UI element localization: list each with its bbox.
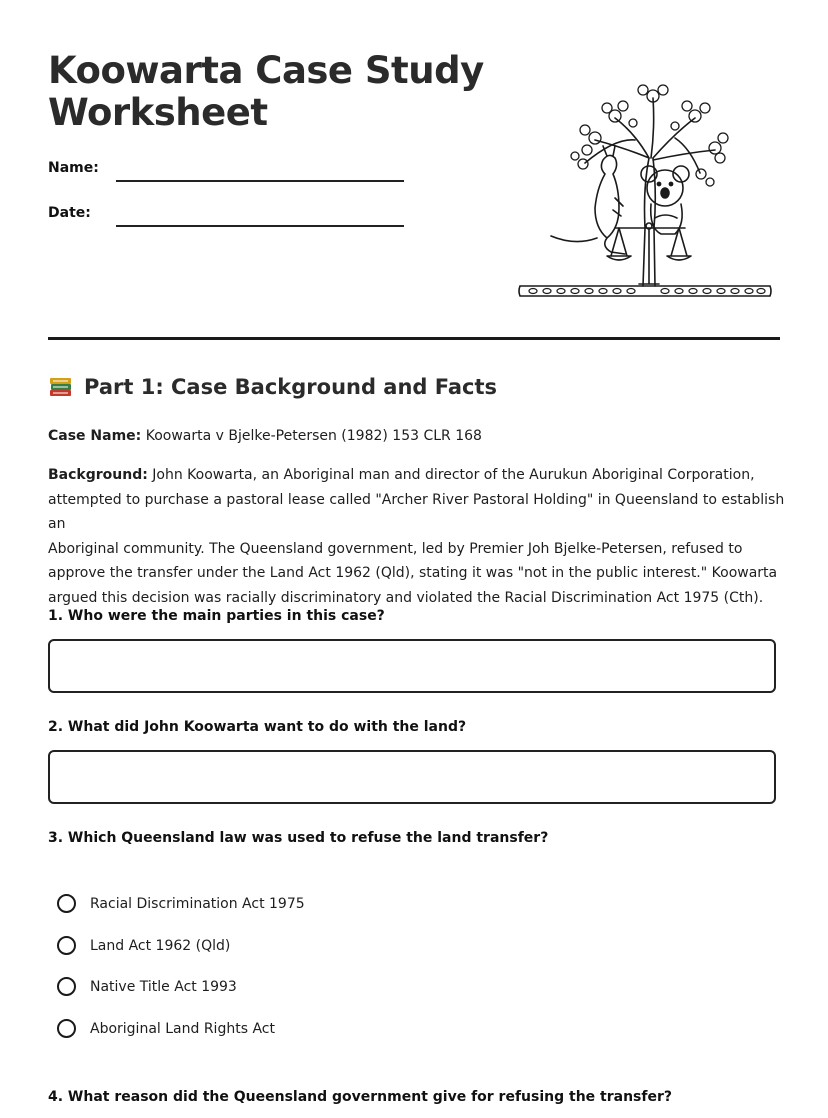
answer-box-1[interactable] <box>48 639 776 693</box>
case-name-value: Koowarta v Bjelke-Petersen (1982) 153 CLR 168 <box>141 428 482 444</box>
case-name-label: Case Name: <box>48 428 142 444</box>
name-label: Name: <box>48 160 99 176</box>
radio-button[interactable] <box>57 936 76 955</box>
books-icon <box>48 374 74 400</box>
option-native-title-act[interactable] <box>57 977 237 996</box>
radio-button[interactable] <box>57 1019 76 1038</box>
background-label: Background: <box>48 467 148 483</box>
option-label: Land Act 1962 (Qld) <box>90 937 231 954</box>
date-label: Date: <box>48 205 91 221</box>
background-line: Aboriginal community. The Queensland government, led by Premier Joh Bjelke-Petersen, refused to <box>48 540 743 557</box>
background-line: approve the transfer under the Land Act 1962 (Qld), stating it was "not in the public interest." Koowarta <box>48 565 778 581</box>
background-paragraph <box>48 463 788 610</box>
option-label: Aboriginal Land Rights Act <box>90 1020 275 1037</box>
title-line-2: Worksheet <box>48 91 268 134</box>
background-line: argued this decision was racially discriminatory and violated the Racial Discrimination Act 1975 (Cth). <box>48 589 764 606</box>
part1-heading <box>48 374 497 400</box>
question-2: 2. What did John Koowarta want to do with the land? <box>48 719 467 735</box>
question-3: 3. Which Queensland law was used to refuse the land transfer? <box>48 830 549 846</box>
radio-button[interactable] <box>57 977 76 996</box>
option-racial-discrimination-act[interactable] <box>57 894 305 913</box>
case-name <box>48 424 788 449</box>
section-divider <box>48 337 780 340</box>
name-field[interactable] <box>116 180 404 182</box>
background-line: attempted to purchase a pastoral lease called "Archer River Pastoral Holding" in Queensland to establish an <box>48 491 785 532</box>
page-title <box>48 50 488 134</box>
background-line: John Koowarta, an Aboriginal man and director of the Aurukun Aboriginal Corporation, <box>147 467 755 483</box>
option-land-act[interactable] <box>57 936 230 955</box>
question-4: 4. What reason did the Queensland government give for refusing the transfer? <box>48 1089 672 1105</box>
date-field[interactable] <box>116 225 404 227</box>
title-line-1: Koowarta Case Study <box>48 49 484 92</box>
radio-button[interactable] <box>57 894 76 913</box>
option-label: Racial Discrimination Act 1975 <box>90 895 305 912</box>
part1-title: Part 1: Case Background and Facts <box>84 375 498 399</box>
kangaroo-koala-justice-tree-illustration <box>515 78 775 306</box>
answer-box-2[interactable] <box>48 750 776 804</box>
option-label: Native Title Act 1993 <box>90 978 237 995</box>
option-aboriginal-land-rights-act[interactable] <box>57 1019 275 1038</box>
question-1: 1. Who were the main parties in this case? <box>48 608 385 624</box>
